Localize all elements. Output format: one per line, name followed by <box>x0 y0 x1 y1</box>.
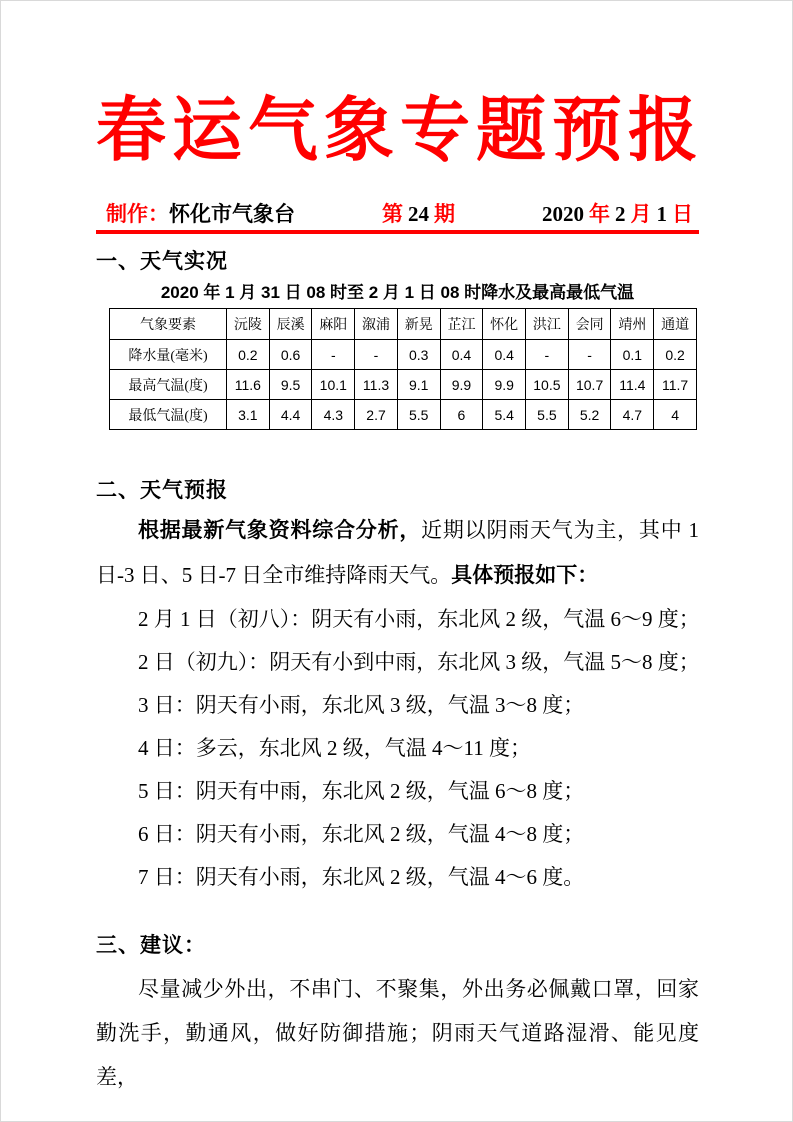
column-header-yuanling: 沅陵 <box>227 309 270 340</box>
row-label: 降水量(毫米) <box>110 340 227 370</box>
masthead-divider <box>96 230 699 234</box>
table-cell: 4.4 <box>269 400 312 430</box>
table-header-row <box>110 309 697 340</box>
forecast-intro-paragraph <box>96 508 699 598</box>
column-header-jingzhou: 靖州 <box>611 309 654 340</box>
table-cell: 10.5 <box>526 370 569 400</box>
table-cell: 9.9 <box>483 370 526 400</box>
weather-observation-table <box>109 308 697 430</box>
weather-table-title: 2020 年 1 月 31 日 08 时至 2 月 1 日 08 时降水及最高最低气温 <box>160 283 635 302</box>
forecast-line-day1: 2 月 1 日（初八）：阴天有小雨，东北风 2 级，气温 6～9 度； <box>138 607 700 631</box>
table-cell: 0.4 <box>440 340 483 370</box>
table-cell: 5.4 <box>483 400 526 430</box>
document-title: 春运气象专题预报 <box>96 93 704 170</box>
forecast-line-day7: 7 日：阴天有小雨，东北风 2 级，气温 4～6 度。 <box>138 865 585 889</box>
table-cell: 5.5 <box>526 400 569 430</box>
table-cell: 2.7 <box>355 400 398 430</box>
table-cell: - <box>526 340 569 370</box>
row-label: 最高气温(度) <box>110 370 227 400</box>
table-cell: 0.3 <box>397 340 440 370</box>
date-day: 1 <box>656 202 667 226</box>
table-cell: 10.1 <box>312 370 355 400</box>
issue-suffix: 期 <box>434 202 455 226</box>
advice-paragraph: 尽量减少外出，不串门、不聚集，外出务必佩戴口罩，回家勤洗手，勤通风，做好防御措施；阴雨天气道路湿滑、能见度差， <box>96 977 699 1089</box>
column-header-xinhuang: 新晃 <box>397 309 440 340</box>
table-cell: 11.7 <box>654 370 697 400</box>
table-cell: - <box>312 340 355 370</box>
column-header-element: 气象要素 <box>110 309 227 340</box>
table-cell: 9.5 <box>269 370 312 400</box>
table-cell: 9.9 <box>440 370 483 400</box>
column-header-hongjiang: 洪江 <box>526 309 569 340</box>
table-cell: 11.6 <box>227 370 270 400</box>
table-cell: - <box>355 340 398 370</box>
producer-name: 怀化市气象台 <box>169 202 295 226</box>
date-day-unit: 日 <box>672 202 693 226</box>
table-cell: 3.1 <box>227 400 270 430</box>
table-cell: 4.3 <box>312 400 355 430</box>
table-row-precipitation <box>110 340 697 370</box>
table-row-max-temp <box>110 370 697 400</box>
table-cell: 5.5 <box>397 400 440 430</box>
column-header-tongdao: 通道 <box>654 309 697 340</box>
forecast-line-day5: 5 日：阴天有中雨，东北风 2 级，气温 6～8 度； <box>138 779 585 803</box>
section-2-heading: 二、天气预报 <box>96 479 228 502</box>
intro-bold-tail: 具体预报如下： <box>451 564 599 587</box>
table-cell: 9.1 <box>397 370 440 400</box>
table-cell: 0.1 <box>611 340 654 370</box>
forecast-list <box>96 598 699 899</box>
table-cell: 5.2 <box>568 400 611 430</box>
date-month-unit: 月 <box>630 202 652 226</box>
column-header-huaihua: 怀化 <box>483 309 526 340</box>
date-month: 2 <box>615 202 626 226</box>
section-1-heading: 一、天气实况 <box>96 250 228 273</box>
date-year: 2020 <box>542 202 584 226</box>
forecast-line-day2: 2 日（初九）：阴天有小到中雨，东北风 3 级，气温 5～8 度； <box>138 650 700 674</box>
table-cell: 11.4 <box>611 370 654 400</box>
table-cell: 11.3 <box>355 370 398 400</box>
column-header-zhijiang: 芷江 <box>440 309 483 340</box>
issue-group <box>382 201 455 227</box>
intro-regular-text: 近期以阴雨天气为主，其中 1 日-3 日、5 日-7 日全市维持降雨天气。 <box>96 518 699 587</box>
issue-prefix: 第 <box>382 202 403 226</box>
table-cell: 0.6 <box>269 340 312 370</box>
column-header-chenxi: 辰溪 <box>269 309 312 340</box>
issue-number: 24 <box>408 202 429 226</box>
table-cell: 10.7 <box>568 370 611 400</box>
table-cell: 4 <box>654 400 697 430</box>
date-year-unit: 年 <box>589 202 610 226</box>
intro-bold-lead: 根据最新气象资料综合分析， <box>138 519 422 542</box>
table-row-min-temp <box>110 400 697 430</box>
forecast-line-day3: 3 日：阴天有小雨，东北风 3 级，气温 3～8 度； <box>138 693 585 717</box>
table-cell: 4.7 <box>611 400 654 430</box>
section-3-heading: 三、建议： <box>96 934 206 957</box>
date-group <box>542 201 693 227</box>
table-cell: 6 <box>440 400 483 430</box>
table-cell: 0.4 <box>483 340 526 370</box>
producer-group <box>106 201 295 227</box>
column-header-mayang: 麻阳 <box>312 309 355 340</box>
row-label: 最低气温(度) <box>110 400 227 430</box>
masthead-meta-row <box>96 201 699 227</box>
column-header-xupu: 溆浦 <box>355 309 398 340</box>
forecast-line-day6: 6 日：阴天有小雨，东北风 2 级，气温 4～8 度； <box>138 822 585 846</box>
table-cell: 0.2 <box>654 340 697 370</box>
table-cell: - <box>568 340 611 370</box>
producer-label: 制作： <box>106 202 169 226</box>
forecast-line-day4: 4 日：多云，东北风 2 级，气温 4～11 度； <box>138 736 531 760</box>
column-header-huitong: 会同 <box>568 309 611 340</box>
table-cell: 0.2 <box>227 340 270 370</box>
